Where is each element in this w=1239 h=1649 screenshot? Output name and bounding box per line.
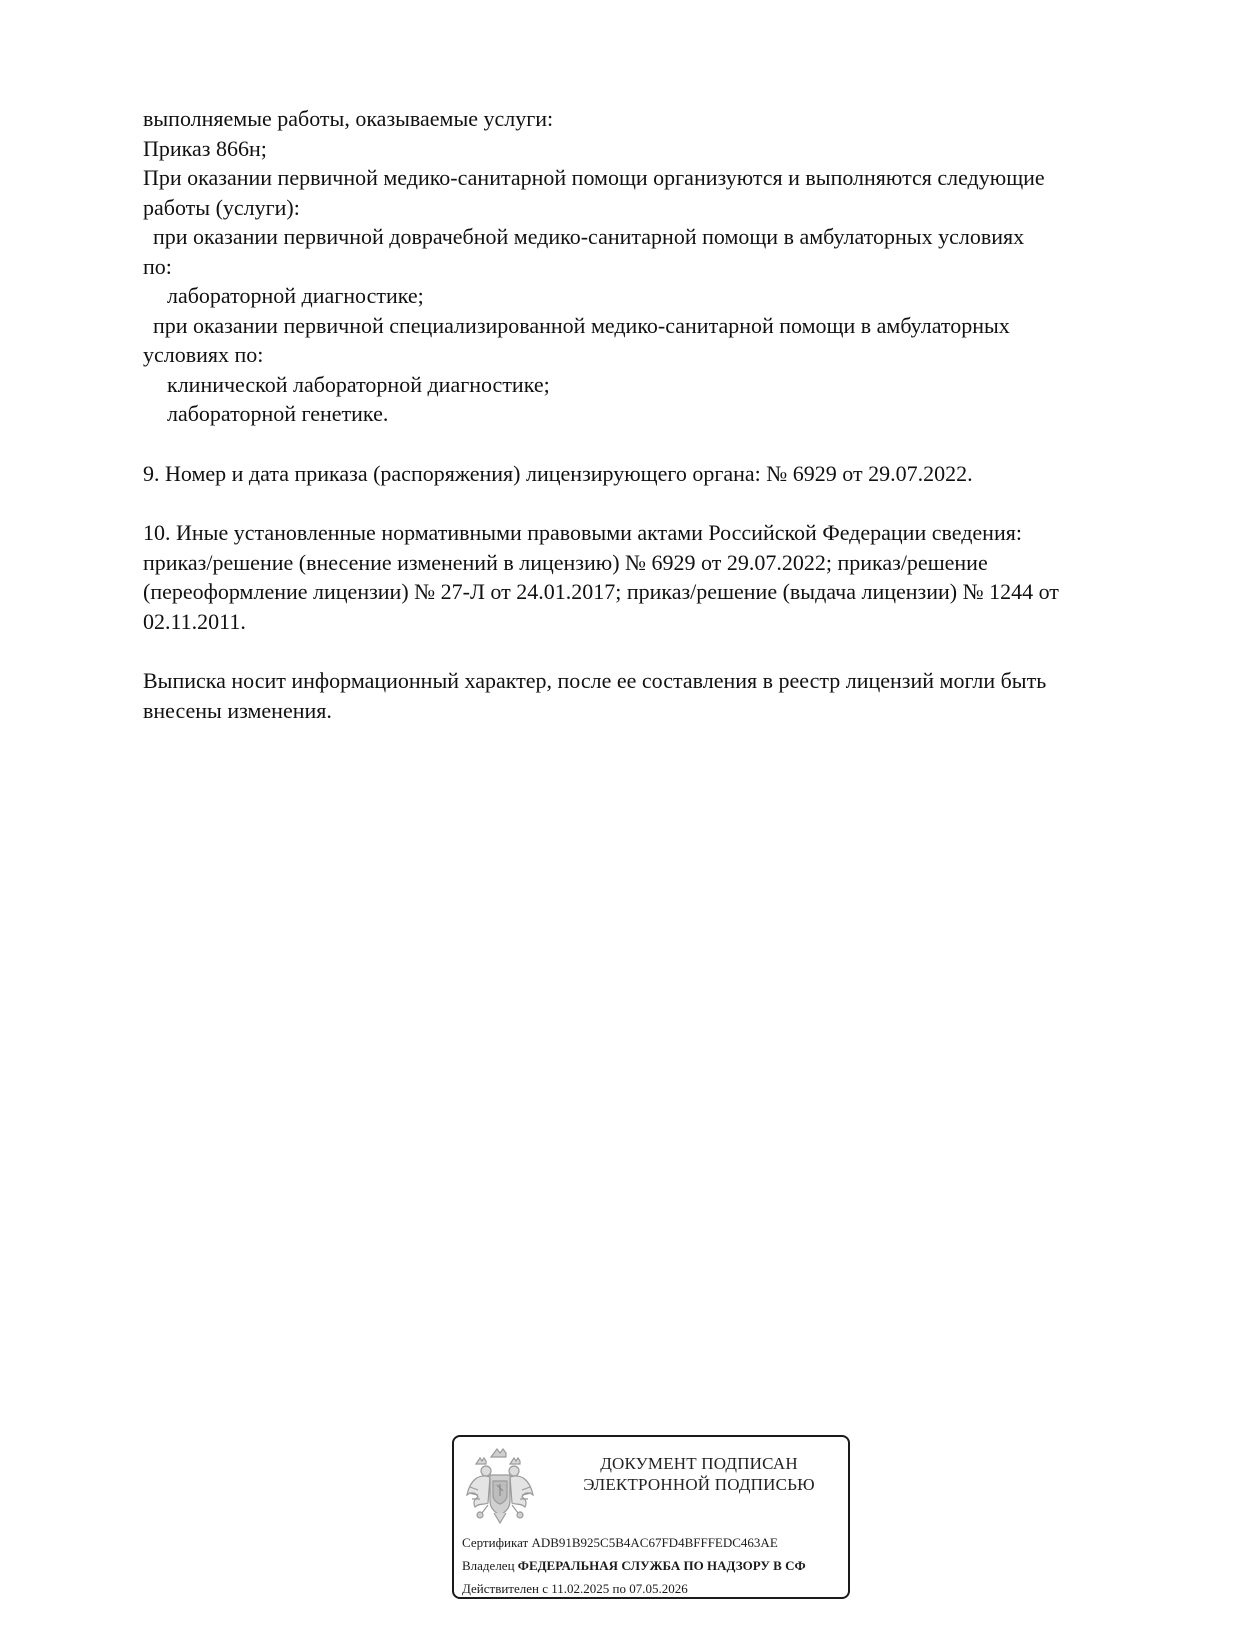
text-line: (переоформление лицензии) № 27-Л от 24.01.2017; приказ/решение (выдача лицензии) № 1244 от (143, 579, 1059, 604)
text-line: выполняемые работы, оказываемые услуги: (143, 106, 554, 131)
text-line: приказ/решение (внесение изменений в лицензию) № 6929 от 29.07.2022; приказ/решение (143, 549, 988, 575)
certificate-label: Сертификат (462, 1535, 529, 1550)
text-line: Выписка носит информационный характер, после ее составления в реестр лицензий могли быть (143, 668, 1047, 693)
text-line: внесены изменения. (143, 697, 332, 723)
text-line: при оказании первичной специализированной медико-санитарной помощи в амбулаторных (153, 312, 1010, 338)
text-line: при оказании первичной доврачебной медико-санитарной помощи в амбулаторных условиях (153, 224, 1025, 249)
text-line: При оказании первичной медико-санитарной помощи организуются и выполняются следующие (143, 165, 1045, 190)
owner-value: ФЕДЕРАЛЬНАЯ СЛУЖБА ПО НАДЗОРУ В СФ (517, 1558, 806, 1573)
text-line: Приказ 866н; (143, 135, 267, 161)
text-line: 10. Иные установленные нормативными правовыми актами Российской Федерации сведения: (143, 520, 1022, 545)
signature-title-line-2: ЭЛЕКТРОННОЙ ПОДПИСЬЮ (583, 1475, 815, 1494)
coat-of-arms-icon (464, 1447, 536, 1529)
signature-details (462, 1531, 850, 1599)
text-line: 9. Номер и дата приказа (распоряжения) лицензирующего органа: № 6929 от 29.07.2022. (143, 460, 973, 486)
owner-row (462, 1554, 850, 1577)
text-line: по: (143, 253, 172, 279)
text-line: 02.11.2011. (143, 608, 246, 634)
paragraph-gap (143, 429, 1173, 459)
paragraph-gap (143, 636, 1173, 666)
certificate-value: ADB91B925C5B4AC67FD4BFFFEDC463AE (531, 1535, 778, 1550)
text-line: условиях по: (143, 342, 264, 367)
electronic-signature-stamp (452, 1435, 850, 1599)
signature-title (554, 1453, 844, 1495)
text-line: клинической лабораторной диагностике; (167, 371, 550, 397)
paragraph (143, 666, 1173, 725)
paragraph (143, 104, 1173, 429)
validity-row: Действителен с 11.02.2025 по 07.05.2026 (462, 1581, 688, 1596)
text-line: работы (услуги): (143, 194, 300, 220)
text-line: лабораторной генетике. (167, 401, 389, 426)
text-line: лабораторной диагностике; (167, 283, 424, 308)
paragraph (143, 518, 1173, 636)
signature-title-line-1: ДОКУМЕНТ ПОДПИСАН (600, 1454, 798, 1473)
owner-label: Владелец (462, 1558, 515, 1573)
paragraph (143, 459, 1173, 489)
paragraph-gap (143, 488, 1173, 518)
document-body (143, 104, 1173, 725)
certificate-row (462, 1531, 850, 1554)
